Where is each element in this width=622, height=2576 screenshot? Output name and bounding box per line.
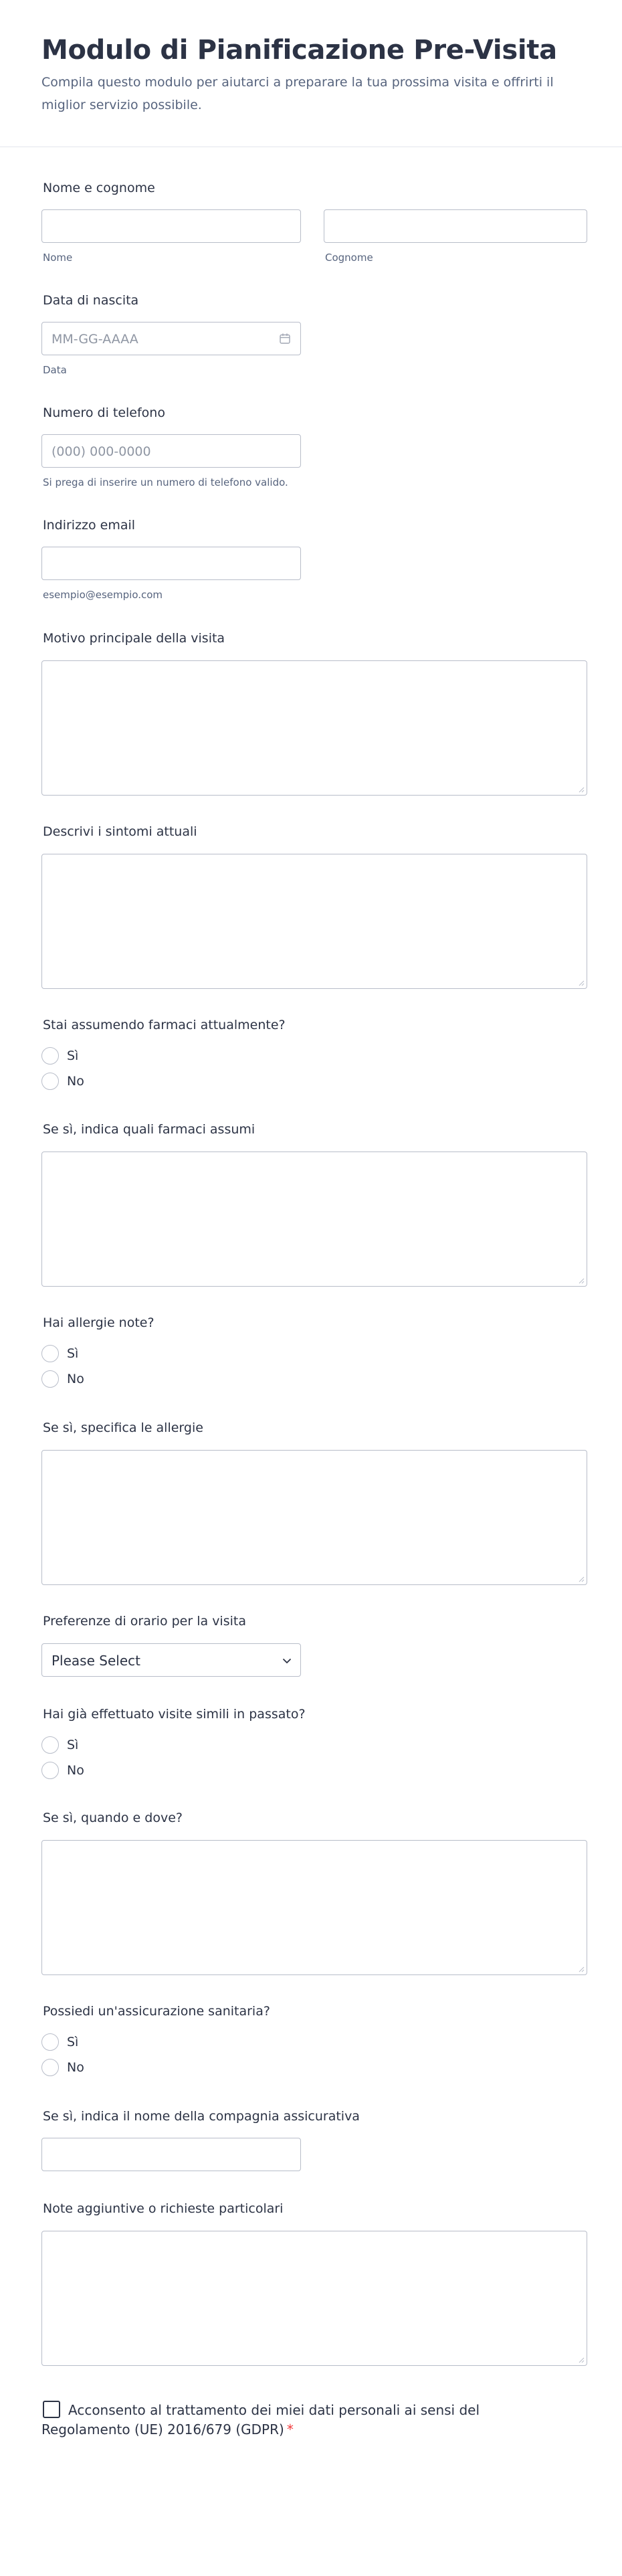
radio-label: Sì (67, 2035, 79, 2049)
notes-label: Note aggiuntive o richieste particolari (43, 2201, 284, 2216)
allergies-option-yes[interactable] (41, 1345, 242, 1364)
insurance-field (41, 2004, 587, 2078)
resize-handle-icon[interactable] (578, 980, 585, 986)
radio-label: Sì (67, 1738, 79, 1752)
radio-label: Sì (67, 1346, 79, 1361)
meds-list-label: Se sì, indica quali farmaci assumi (43, 1122, 255, 1137)
past-visits-option-no[interactable] (41, 1762, 242, 1780)
resize-handle-icon[interactable] (578, 1576, 585, 1582)
phone-field (41, 405, 587, 492)
resize-handle-icon[interactable] (578, 1966, 585, 1972)
email-sublabel: esempio@esempio.com (43, 589, 163, 601)
radio-label: Sì (67, 1048, 79, 1063)
visit-reason-label: Motivo principale della visita (43, 631, 225, 646)
phone-sublabel: Si prega di inserire un numero di telefono valido. (43, 476, 288, 488)
birth-date-label: Data di nascita (43, 293, 139, 308)
meds-list-textarea[interactable] (41, 1152, 587, 1287)
notes-textarea[interactable] (41, 2231, 587, 2366)
required-marker: * (286, 2421, 294, 2437)
allergies-detail-field (41, 1420, 587, 1588)
form-subtitle: Compila questo modulo per aiutarci a preparare la tua prossima visita e offrirti il miglior servizio possibile. (41, 75, 554, 112)
time-preference-label: Preferenze di orario per la visita (43, 1614, 246, 1629)
allergies-detail-label: Se sì, specifica le allergie (43, 1420, 203, 1435)
phone-label: Numero di telefono (43, 405, 165, 420)
past-visits-field (41, 1707, 587, 1780)
birth-date-field (41, 293, 587, 380)
insurance-company-field (41, 2109, 587, 2176)
insurance-company-label: Se sì, indica il nome della compagnia assicurativa (43, 2109, 360, 2124)
taking-meds-option-yes[interactable] (41, 1047, 242, 1066)
allergies-detail-textarea[interactable] (41, 1450, 587, 1585)
symptoms-textarea[interactable] (41, 854, 587, 989)
insurance-company-input[interactable] (41, 2138, 301, 2171)
radio-button[interactable] (41, 1073, 59, 1090)
insurance-option-yes[interactable] (41, 2033, 242, 2052)
visit-reason-textarea[interactable] (41, 660, 587, 796)
email-field (41, 518, 587, 605)
radio-button[interactable] (41, 2033, 59, 2051)
phone-placeholder: (000) 000-0000 (51, 444, 151, 459)
first-name-sublabel: Nome (43, 252, 73, 264)
meds-list-field (41, 1122, 587, 1289)
email-input[interactable] (41, 547, 301, 580)
first-name-input[interactable] (41, 209, 301, 243)
symptoms-label: Descrivi i sintomi attuali (43, 824, 197, 839)
time-preference-field (41, 1614, 587, 1681)
consent-label (41, 2401, 496, 2440)
birth-date-sublabel: Data (43, 364, 67, 376)
radio-label: No (67, 1372, 84, 1386)
chevron-down-icon (282, 1655, 292, 1666)
radio-button[interactable] (41, 1047, 59, 1065)
visit-reason-field (41, 631, 587, 798)
past-visits-detail-field (41, 1811, 587, 1978)
radio-button[interactable] (41, 1345, 59, 1362)
calendar-icon[interactable] (279, 333, 291, 345)
full-name-label: Nome e cognome (43, 181, 155, 195)
radio-button[interactable] (41, 2059, 59, 2076)
email-label: Indirizzo email (43, 518, 136, 533)
past-visits-detail-label: Se sì, quando e dove? (43, 1811, 183, 1825)
resize-handle-icon[interactable] (578, 1277, 585, 1284)
full-name-field (41, 181, 587, 268)
radio-button[interactable] (41, 1736, 59, 1754)
past-visits-detail-textarea[interactable] (41, 1840, 587, 1975)
birth-date-placeholder: MM-GG-AAAA (51, 332, 138, 347)
consent-label-text: Acconsento al trattamento dei miei dati personali ai sensi del Regolamento (UE) 2016/679 (GDPR) (41, 2402, 480, 2437)
consent-field (41, 2401, 587, 2442)
phone-input[interactable] (41, 434, 301, 468)
radio-label: No (67, 1763, 84, 1778)
allergies-field (41, 1315, 587, 1389)
symptoms-field (41, 824, 587, 992)
radio-label: No (67, 2060, 84, 2075)
time-preference-select[interactable] (41, 1643, 301, 1677)
taking-meds-label: Stai assumendo farmaci attualmente? (43, 1018, 286, 1032)
last-name-sublabel: Cognome (325, 252, 373, 264)
resize-handle-icon[interactable] (578, 786, 585, 793)
taking-meds-option-no[interactable] (41, 1073, 242, 1091)
past-visits-option-yes[interactable] (41, 1736, 242, 1755)
form-header (0, 0, 622, 147)
last-name-input[interactable] (324, 209, 587, 243)
insurance-option-no[interactable] (41, 2059, 242, 2078)
time-preference-value: Please Select (51, 1653, 140, 1669)
radio-button[interactable] (41, 1370, 59, 1388)
resize-handle-icon[interactable] (578, 2357, 585, 2363)
past-visits-label: Hai già effettuato visite simili in passato? (43, 1707, 306, 1722)
notes-field (41, 2201, 587, 2369)
allergies-label: Hai allergie note? (43, 1315, 154, 1330)
radio-label: No (67, 1074, 84, 1089)
insurance-label: Possiedi un'assicurazione sanitaria? (43, 2004, 270, 2019)
allergies-option-no[interactable] (41, 1370, 242, 1389)
taking-meds-field (41, 1018, 587, 1091)
form-title: Modulo di Pianificazione Pre-Visita (41, 35, 557, 66)
radio-button[interactable] (41, 1762, 59, 1779)
birth-date-input[interactable] (41, 322, 301, 355)
